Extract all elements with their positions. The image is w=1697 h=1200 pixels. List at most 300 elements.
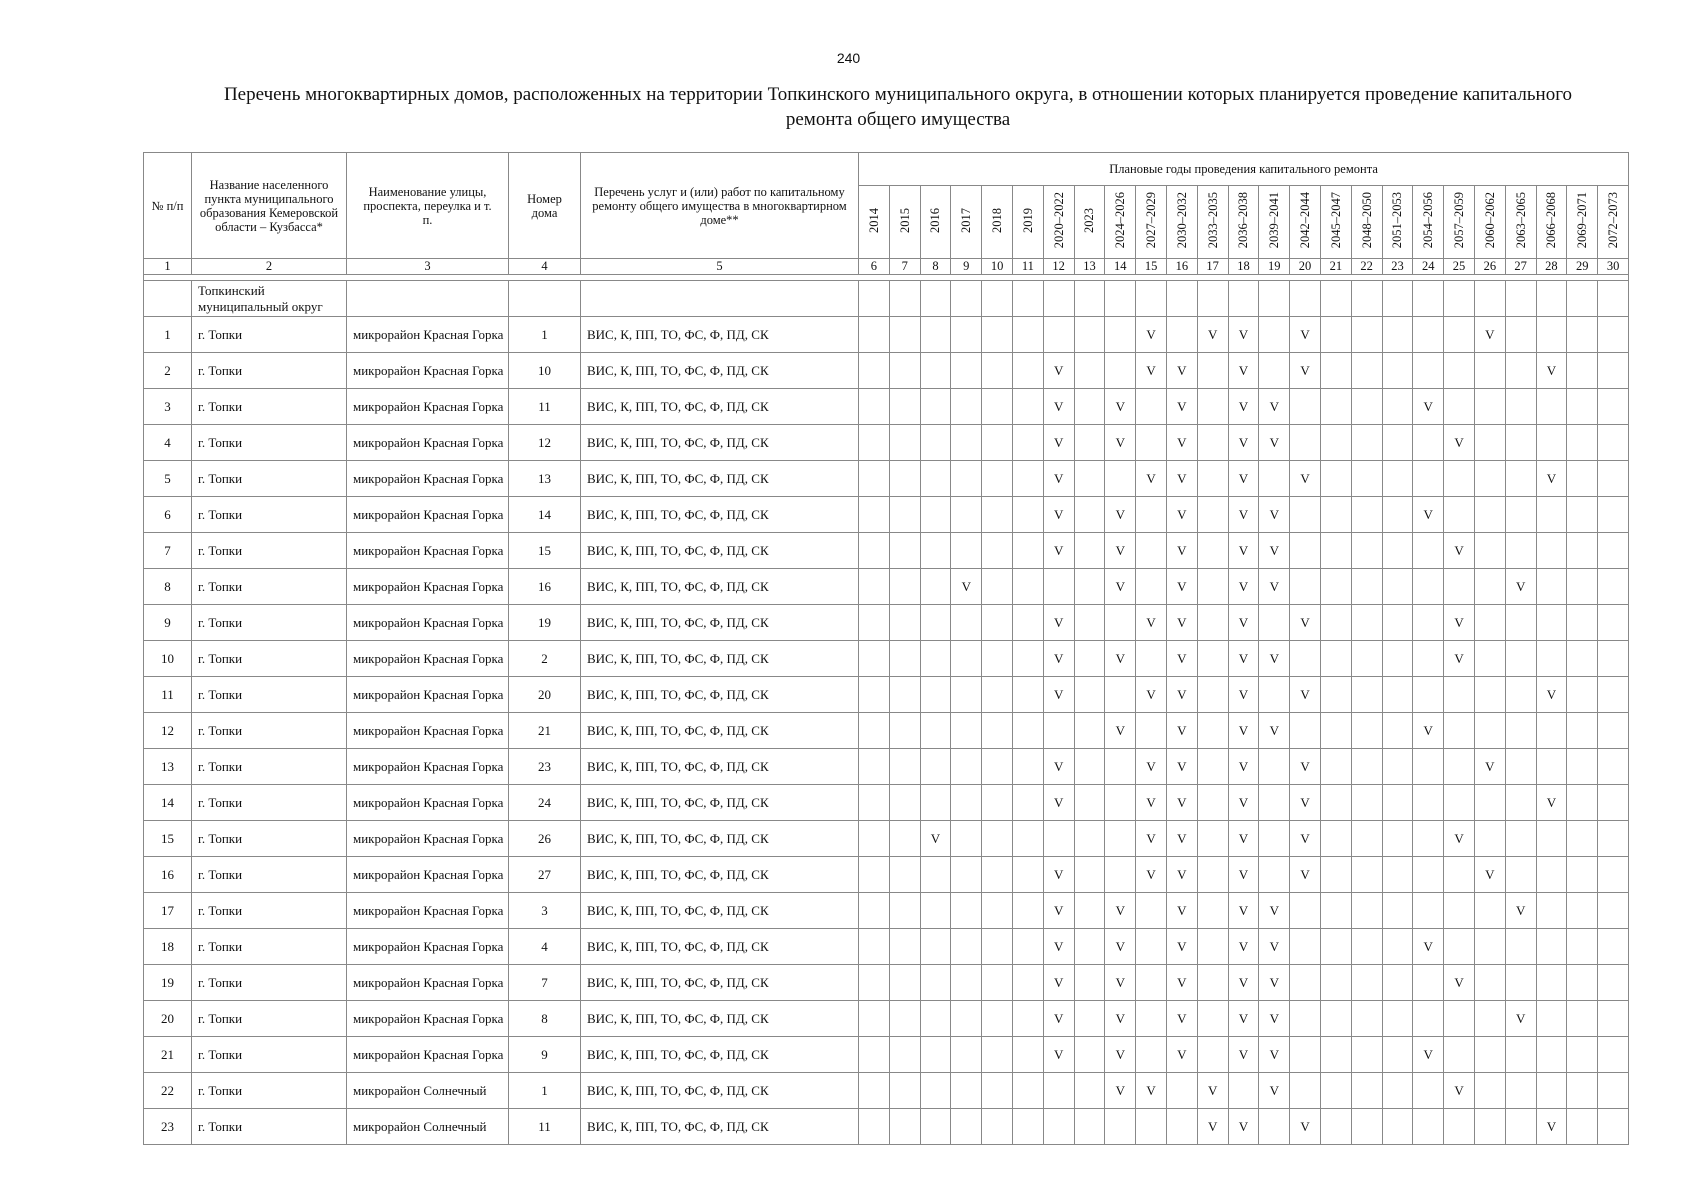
- year-cell: [1505, 497, 1536, 533]
- year-cell: [1444, 1109, 1475, 1145]
- year-cell: [1505, 641, 1536, 677]
- year-mark: V: [1536, 785, 1567, 821]
- table-row: [144, 1073, 1629, 1109]
- year-mark: V: [1043, 749, 1074, 785]
- year-cell: [889, 749, 920, 785]
- settlement-cell: г. Топки: [192, 317, 347, 353]
- header-year: [1413, 186, 1444, 259]
- year-cell: [951, 857, 982, 893]
- group-empty-cell: [1444, 281, 1475, 317]
- year-cell: [920, 929, 951, 965]
- year-mark: V: [1259, 497, 1290, 533]
- year-mark: V: [1136, 749, 1167, 785]
- year-cell: [951, 713, 982, 749]
- year-cell: [1320, 353, 1351, 389]
- year-cell: [951, 389, 982, 425]
- column-number: 22: [1351, 259, 1382, 275]
- year-cell: [1259, 353, 1290, 389]
- year-cell: [1351, 677, 1382, 713]
- year-mark: V: [1444, 641, 1475, 677]
- row-number: 5: [144, 461, 192, 497]
- year-cell: [1536, 641, 1567, 677]
- year-mark: V: [1228, 821, 1259, 857]
- year-cell: [889, 425, 920, 461]
- row-number: 12: [144, 713, 192, 749]
- year-cell: [1413, 821, 1444, 857]
- column-number: 23: [1382, 259, 1413, 275]
- street-cell: микрорайон Красная Горка: [347, 677, 509, 713]
- year-cell: [1290, 389, 1321, 425]
- year-cell: [982, 389, 1013, 425]
- year-cell: [1413, 677, 1444, 713]
- year-cell: [1474, 1001, 1505, 1037]
- year-cell: [889, 785, 920, 821]
- year-cell: [982, 353, 1013, 389]
- year-cell: [859, 389, 890, 425]
- year-mark: V: [1536, 461, 1567, 497]
- year-cell: [1413, 749, 1444, 785]
- column-number: 6: [859, 259, 890, 275]
- group-empty-cell: [951, 281, 982, 317]
- year-mark: V: [1228, 893, 1259, 929]
- year-mark: V: [1136, 785, 1167, 821]
- group-empty-cell: [1413, 281, 1444, 317]
- year-cell: [1382, 965, 1413, 1001]
- year-mark: V: [1290, 353, 1321, 389]
- year-cell: [1567, 389, 1598, 425]
- year-cell: [889, 1037, 920, 1073]
- works-cell: ВИС, К, ПП, ТО, ФС, Ф, ПД, СК: [581, 857, 859, 893]
- row-number: 15: [144, 821, 192, 857]
- year-cell: [1074, 533, 1105, 569]
- column-number: 12: [1043, 259, 1074, 275]
- year-cell: [1105, 821, 1136, 857]
- header-year-label: 2019: [1020, 208, 1035, 233]
- year-cell: [1259, 749, 1290, 785]
- year-cell: [920, 605, 951, 641]
- year-cell: [1351, 533, 1382, 569]
- year-cell: [1567, 641, 1598, 677]
- year-cell: [1136, 965, 1167, 1001]
- header-year: [1166, 186, 1197, 259]
- year-cell: [1320, 749, 1351, 785]
- document-title: [130, 82, 1666, 132]
- year-cell: [982, 1109, 1013, 1145]
- year-cell: [1536, 821, 1567, 857]
- year-mark: V: [1259, 641, 1290, 677]
- header-street: Наименование улицы, проспекта, переулка и т. п.: [347, 153, 509, 259]
- year-cell: [920, 425, 951, 461]
- year-cell: [859, 1073, 890, 1109]
- year-cell: [1320, 425, 1351, 461]
- year-cell: [889, 965, 920, 1001]
- year-cell: [859, 929, 890, 965]
- year-cell: [889, 929, 920, 965]
- year-cell: [859, 893, 890, 929]
- year-cell: [1536, 893, 1567, 929]
- year-mark: V: [1043, 965, 1074, 1001]
- year-cell: [1074, 605, 1105, 641]
- year-cell: [1413, 533, 1444, 569]
- column-number: 20: [1290, 259, 1321, 275]
- works-cell: ВИС, К, ПП, ТО, ФС, Ф, ПД, СК: [581, 389, 859, 425]
- house-number-cell: 10: [509, 353, 581, 389]
- group-empty-cell: [347, 281, 509, 317]
- column-number: 5: [581, 259, 859, 275]
- year-cell: [1382, 1073, 1413, 1109]
- year-cell: [859, 461, 890, 497]
- year-cell: [1105, 317, 1136, 353]
- year-cell: [1197, 893, 1228, 929]
- settlement-cell: г. Топки: [192, 389, 347, 425]
- year-cell: [1474, 569, 1505, 605]
- year-cell: [951, 677, 982, 713]
- year-cell: [1197, 677, 1228, 713]
- year-cell: [859, 821, 890, 857]
- table-row: [144, 569, 1629, 605]
- year-cell: [1105, 605, 1136, 641]
- year-cell: [920, 749, 951, 785]
- year-cell: [1136, 569, 1167, 605]
- settlement-cell: г. Топки: [192, 1073, 347, 1109]
- year-cell: [859, 497, 890, 533]
- house-number-cell: 4: [509, 929, 581, 965]
- year-cell: [1444, 677, 1475, 713]
- row-number: 16: [144, 857, 192, 893]
- year-mark: V: [1290, 1109, 1321, 1145]
- table-row: [144, 749, 1629, 785]
- year-cell: [1444, 713, 1475, 749]
- settlement-cell: г. Топки: [192, 749, 347, 785]
- header-year-label: 2051–2053: [1390, 192, 1405, 249]
- table-row: [144, 965, 1629, 1001]
- year-cell: [1413, 317, 1444, 353]
- year-mark: V: [1105, 1073, 1136, 1109]
- year-mark: V: [1228, 317, 1259, 353]
- year-mark: V: [1197, 1073, 1228, 1109]
- year-cell: [1290, 641, 1321, 677]
- year-mark: V: [1228, 641, 1259, 677]
- year-mark: V: [1505, 893, 1536, 929]
- year-mark: V: [1166, 425, 1197, 461]
- year-cell: [920, 1037, 951, 1073]
- year-cell: [889, 641, 920, 677]
- year-cell: [951, 425, 982, 461]
- group-empty-cell: [1166, 281, 1197, 317]
- year-cell: [1074, 677, 1105, 713]
- year-cell: [1012, 353, 1043, 389]
- row-number: 23: [144, 1109, 192, 1145]
- header-year: [1105, 186, 1136, 259]
- year-cell: [859, 1109, 890, 1145]
- year-cell: [920, 533, 951, 569]
- year-cell: [1598, 965, 1629, 1001]
- year-cell: [1259, 785, 1290, 821]
- settlement-cell: г. Топки: [192, 641, 347, 677]
- header-year: [1320, 186, 1351, 259]
- year-cell: [1536, 425, 1567, 461]
- year-mark: V: [1043, 785, 1074, 821]
- year-cell: [1197, 605, 1228, 641]
- year-cell: [1567, 317, 1598, 353]
- settlement-cell: г. Топки: [192, 893, 347, 929]
- year-cell: [859, 677, 890, 713]
- works-cell: ВИС, К, ПП, ТО, ФС, Ф, ПД, СК: [581, 533, 859, 569]
- year-cell: [1012, 965, 1043, 1001]
- year-cell: [1351, 965, 1382, 1001]
- year-mark: V: [1166, 893, 1197, 929]
- row-number: 18: [144, 929, 192, 965]
- house-number-cell: 7: [509, 965, 581, 1001]
- header-year-label: 2016: [928, 208, 943, 233]
- year-cell: [1320, 1037, 1351, 1073]
- year-cell: [920, 497, 951, 533]
- year-cell: [1351, 749, 1382, 785]
- year-cell: [1351, 1037, 1382, 1073]
- page-number: 240: [836, 50, 861, 66]
- header-year: [1351, 186, 1382, 259]
- year-cell: [1536, 965, 1567, 1001]
- header-year-label: 2054–2056: [1421, 192, 1436, 249]
- group-empty-cell: [982, 281, 1013, 317]
- year-cell: [1320, 893, 1351, 929]
- year-cell: [1598, 353, 1629, 389]
- year-cell: [1012, 389, 1043, 425]
- year-cell: [1505, 1109, 1536, 1145]
- year-cell: [1105, 749, 1136, 785]
- year-mark: V: [1166, 497, 1197, 533]
- year-mark: V: [1105, 569, 1136, 605]
- year-cell: [982, 893, 1013, 929]
- table-row: [144, 353, 1629, 389]
- row-number: 14: [144, 785, 192, 821]
- year-cell: [1320, 1001, 1351, 1037]
- year-cell: [1320, 461, 1351, 497]
- year-mark: V: [1166, 821, 1197, 857]
- column-number: 7: [889, 259, 920, 275]
- year-mark: V: [1166, 461, 1197, 497]
- year-cell: [920, 677, 951, 713]
- table-row: [144, 605, 1629, 641]
- year-mark: V: [1228, 497, 1259, 533]
- year-cell: [1382, 677, 1413, 713]
- group-empty-cell: [1259, 281, 1290, 317]
- year-cell: [1567, 965, 1598, 1001]
- row-number: 1: [144, 317, 192, 353]
- year-cell: [1290, 497, 1321, 533]
- year-mark: V: [1290, 461, 1321, 497]
- year-cell: [982, 857, 1013, 893]
- street-cell: микрорайон Красная Горка: [347, 605, 509, 641]
- group-empty-cell: [509, 281, 581, 317]
- year-cell: [920, 785, 951, 821]
- year-cell: [1012, 605, 1043, 641]
- works-cell: ВИС, К, ПП, ТО, ФС, Ф, ПД, СК: [581, 1037, 859, 1073]
- year-mark: V: [1136, 353, 1167, 389]
- year-cell: [1351, 785, 1382, 821]
- year-mark: V: [1259, 533, 1290, 569]
- year-mark: V: [1228, 857, 1259, 893]
- year-cell: [889, 821, 920, 857]
- year-cell: [1351, 1001, 1382, 1037]
- year-cell: [1536, 713, 1567, 749]
- year-mark: V: [1290, 857, 1321, 893]
- year-mark: V: [1228, 677, 1259, 713]
- works-cell: ВИС, К, ПП, ТО, ФС, Ф, ПД, СК: [581, 353, 859, 389]
- column-number: 4: [509, 259, 581, 275]
- works-cell: ВИС, К, ПП, ТО, ФС, Ф, ПД, СК: [581, 1073, 859, 1109]
- year-cell: [1074, 1109, 1105, 1145]
- table-row: [144, 929, 1629, 965]
- year-cell: [1351, 569, 1382, 605]
- year-mark: V: [1444, 965, 1475, 1001]
- year-mark: V: [1043, 497, 1074, 533]
- year-cell: [920, 1073, 951, 1109]
- year-cell: [859, 965, 890, 1001]
- year-cell: [1351, 641, 1382, 677]
- year-cell: [1413, 605, 1444, 641]
- year-cell: [1505, 713, 1536, 749]
- works-cell: ВИС, К, ПП, ТО, ФС, Ф, ПД, СК: [581, 569, 859, 605]
- year-mark: V: [1043, 533, 1074, 569]
- year-cell: [1351, 929, 1382, 965]
- column-number: 11: [1012, 259, 1043, 275]
- year-cell: [1136, 1037, 1167, 1073]
- year-cell: [920, 389, 951, 425]
- year-cell: [920, 461, 951, 497]
- year-cell: [1074, 749, 1105, 785]
- settlement-cell: г. Топки: [192, 1037, 347, 1073]
- year-cell: [1567, 785, 1598, 821]
- year-mark: V: [1197, 1109, 1228, 1145]
- header-row-number: № п/п: [144, 153, 192, 259]
- group-empty-cell: [1228, 281, 1259, 317]
- year-mark: V: [1228, 965, 1259, 1001]
- year-cell: [1444, 929, 1475, 965]
- year-cell: [1444, 857, 1475, 893]
- year-cell: [1351, 821, 1382, 857]
- year-cell: [1197, 497, 1228, 533]
- year-mark: V: [951, 569, 982, 605]
- year-cell: [1012, 1109, 1043, 1145]
- year-cell: [1074, 1073, 1105, 1109]
- street-cell: микрорайон Красная Горка: [347, 857, 509, 893]
- works-cell: ВИС, К, ПП, ТО, ФС, Ф, ПД, СК: [581, 605, 859, 641]
- year-cell: [1290, 425, 1321, 461]
- row-number: 3: [144, 389, 192, 425]
- year-cell: [1474, 425, 1505, 461]
- year-cell: [1105, 461, 1136, 497]
- year-mark: V: [1228, 1001, 1259, 1037]
- year-cell: [1382, 461, 1413, 497]
- year-cell: [1382, 857, 1413, 893]
- year-cell: [1197, 389, 1228, 425]
- year-cell: [951, 1037, 982, 1073]
- year-mark: V: [1259, 569, 1290, 605]
- year-cell: [1105, 677, 1136, 713]
- year-cell: [1567, 1073, 1598, 1109]
- year-cell: [1197, 749, 1228, 785]
- year-mark: V: [1228, 605, 1259, 641]
- year-mark: V: [1228, 749, 1259, 785]
- house-number-cell: 27: [509, 857, 581, 893]
- house-number-cell: 3: [509, 893, 581, 929]
- year-mark: V: [1105, 1001, 1136, 1037]
- year-cell: [1074, 353, 1105, 389]
- year-cell: [859, 317, 890, 353]
- column-number: 29: [1567, 259, 1598, 275]
- table-row: [144, 821, 1629, 857]
- year-cell: [1074, 425, 1105, 461]
- works-cell: ВИС, К, ПП, ТО, ФС, Ф, ПД, СК: [581, 749, 859, 785]
- year-mark: V: [1228, 785, 1259, 821]
- year-mark: V: [1043, 1037, 1074, 1073]
- year-cell: [1505, 425, 1536, 461]
- year-cell: [1474, 893, 1505, 929]
- settlement-cell: г. Топки: [192, 497, 347, 533]
- year-mark: V: [1166, 605, 1197, 641]
- year-cell: [1351, 1109, 1382, 1145]
- year-mark: V: [1505, 569, 1536, 605]
- year-cell: [1136, 641, 1167, 677]
- year-cell: [1136, 533, 1167, 569]
- year-cell: [982, 641, 1013, 677]
- year-cell: [1598, 821, 1629, 857]
- year-cell: [1320, 857, 1351, 893]
- year-cell: [1444, 785, 1475, 821]
- year-cell: [1259, 605, 1290, 641]
- header-year-label: 2018: [990, 208, 1005, 233]
- year-cell: [889, 533, 920, 569]
- year-cell: [1382, 641, 1413, 677]
- works-cell: ВИС, К, ПП, ТО, ФС, Ф, ПД, СК: [581, 317, 859, 353]
- year-cell: [1074, 317, 1105, 353]
- year-cell: [1413, 569, 1444, 605]
- year-cell: [1074, 497, 1105, 533]
- year-cell: [1320, 389, 1351, 425]
- year-cell: [920, 893, 951, 929]
- column-number: 18: [1228, 259, 1259, 275]
- year-cell: [1598, 1109, 1629, 1145]
- year-mark: V: [1136, 605, 1167, 641]
- house-number-cell: 15: [509, 533, 581, 569]
- works-cell: ВИС, К, ПП, ТО, ФС, Ф, ПД, СК: [581, 641, 859, 677]
- year-cell: [1351, 389, 1382, 425]
- row-number: 9: [144, 605, 192, 641]
- row-number: 17: [144, 893, 192, 929]
- settlement-cell: г. Топки: [192, 857, 347, 893]
- year-cell: [1351, 461, 1382, 497]
- year-cell: [1505, 929, 1536, 965]
- house-number-cell: 20: [509, 677, 581, 713]
- year-mark: V: [1228, 1109, 1259, 1145]
- year-cell: [859, 533, 890, 569]
- year-cell: [1074, 461, 1105, 497]
- column-number: 21: [1320, 259, 1351, 275]
- table-row: [144, 317, 1629, 353]
- row-number: 22: [144, 1073, 192, 1109]
- house-number-cell: 14: [509, 497, 581, 533]
- settlement-cell: г. Топки: [192, 821, 347, 857]
- year-cell: [982, 569, 1013, 605]
- year-cell: [1474, 821, 1505, 857]
- year-mark: V: [1166, 353, 1197, 389]
- house-number-cell: 11: [509, 1109, 581, 1145]
- works-cell: ВИС, К, ПП, ТО, ФС, Ф, ПД, СК: [581, 713, 859, 749]
- year-cell: [1413, 425, 1444, 461]
- row-number: 11: [144, 677, 192, 713]
- year-cell: [889, 1109, 920, 1145]
